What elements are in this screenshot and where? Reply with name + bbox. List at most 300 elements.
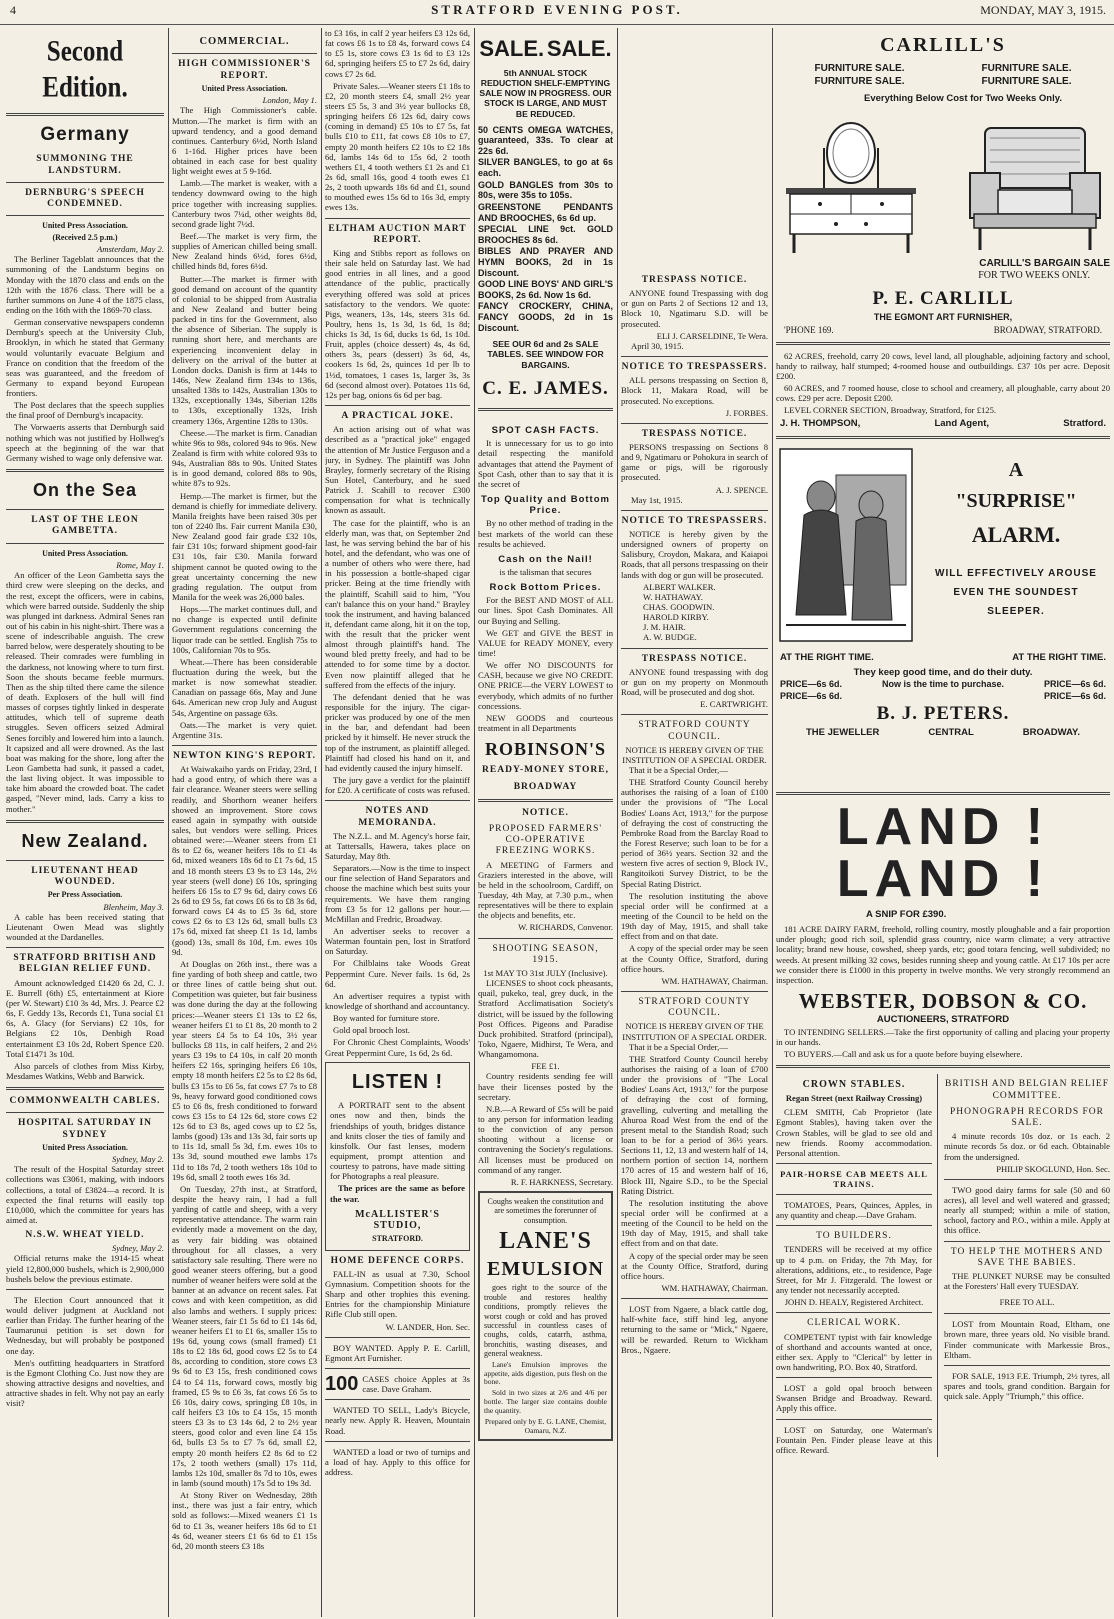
column-rule <box>168 28 169 1617</box>
divider <box>944 1241 1110 1242</box>
furniture-row <box>776 62 1110 76</box>
divider <box>325 1441 470 1442</box>
divider <box>776 1312 932 1313</box>
divider <box>478 799 613 802</box>
advert-text: NEW GOODS and courteous treatment in all Departments <box>478 712 613 734</box>
article-paragraph: An action arising out of what was described as a "practical joke" engaged the attention of Mr Justice Ferguson and a jury, in Sydney. The plaintiff was John Brayley, formerly secretary of the Rising Sun Hotel, Canterbury, and he sued Patrick J. Scahill to recover £300 compensation for what is technically known as assault. <box>325 424 470 516</box>
sale-tables: SEE OUR 6d and 2s SALE TABLES. SEE WINDOW FOR BARGAINS. <box>487 339 604 370</box>
peters-central: CENTRAL <box>928 726 974 738</box>
price-row <box>780 679 1106 690</box>
divider <box>6 215 164 216</box>
spot-cash-heading: SPOT CASH FACTS. <box>491 425 600 437</box>
crown-stables-heading: CROWN STABLES. <box>802 1079 906 1091</box>
article-paragraph: The Vorwaerts asserts that Dernburgh said nothing which was not justified by Hollweg's speech at the beginning of the war that Germany wished to wage only defensive war. <box>6 422 164 463</box>
license-fee: FEE £1. <box>531 1061 560 1072</box>
article-paragraph: Beef.—The market is very firm, the supplies of American chilled being small. New Zealand hinds 6½d, fores 6½d, chilled hinds 8d, fores 6½d. <box>172 231 317 272</box>
practical-joke-headline: A PRACTICAL JOKE. <box>341 411 454 422</box>
advert-text: 181 ACRE DAIRY FARM, freehold, rolling country, mostly ploughable and a fair proportion under plough; good rich soil, splendid grass country, nice warm climate; a very attractive locality; brand new house, cowshed, sheep yards, etc; good totara fencing, well subdivided; no weeds. At present milking 32 cows, besides running sheep and young cattle. At £17 10s per acre we consider there is £1000 in this property in twelve months. We very strongly recommend an inspection. <box>776 924 1110 985</box>
sale-heading: SALE. <box>479 36 545 61</box>
signature: PHILIP SKOGLUND, Hon. Sec. <box>996 1163 1110 1174</box>
dateline: Sydney, May 2. <box>111 1154 164 1165</box>
dateline: Blenheim, May 3. <box>103 901 164 912</box>
commissioner-headline: HIGH COMMISSIONER'S REPORT. <box>178 59 311 81</box>
press-credit: Per Press Association. <box>47 890 123 900</box>
furniture-sale-label: FURNITURE SALE. <box>981 62 1072 74</box>
column-rule <box>474 28 475 1617</box>
advert-text: Sold in two sizes at 2/6 and 4/6 per bottle. The larger size contains double the quantity. <box>484 1388 607 1415</box>
advert-text: TO BUYERS.—Call and ask us for a quote before buying elsewhere. <box>784 1049 1023 1060</box>
advert-text: For the BEST AND MOST of ALL our lines. Spot Cash Dominates. All our Buying and Selling. <box>478 595 613 626</box>
shooting-headline: SHOOTING SEASON, 1915. <box>492 943 599 965</box>
article-paragraph: Boy wanted for furniture store. <box>333 1013 440 1024</box>
divider <box>478 938 613 939</box>
column-rule <box>772 28 773 1617</box>
divider <box>325 800 470 801</box>
owner-name: CHAS. GOODWIN. <box>643 602 715 613</box>
dateline: London, May 1. <box>262 95 317 106</box>
builders-heading: TO BUILDERS. <box>816 1231 892 1242</box>
sale-item: GREENSTONE PENDANTS AND BROOCHES, 6s 6d up. <box>478 201 613 223</box>
article-paragraph: Lamb.—The market is weaker, with a tendency downward owing to the high price together with increasing supplies. Canterbury twos 7¼d, other weights 8d, second grade light 7½d. <box>172 178 317 229</box>
council-heading: STRATFORD COUNTY COUNCIL. <box>638 997 751 1019</box>
dressing-table-illustration <box>776 118 926 258</box>
agent-name: J. H. THOMPSON, <box>780 418 861 430</box>
advert-text: We offer NO DISCOUNTS for CASH, because we give NO CREDIT. ONE PRICE—the VERY LOWEST to everybody, which admits of no further concessions. <box>478 660 613 711</box>
right-time: AT THE RIGHT TIME. <box>1012 651 1106 663</box>
divider <box>6 1289 164 1290</box>
lower-adverts <box>776 1074 1110 1456</box>
peters-street: BROADWAY. <box>1022 726 1080 738</box>
advert-text: CLEM SMITH, Cab Proprietor (late Egmont Stables), having taken over the Crown Stables, will be glad to see old and new friends. Roomy accommodation. Personal attention. <box>776 1107 932 1158</box>
webster-name: WEBSTER, DOBSON & CO. <box>798 989 1088 1014</box>
surprise-alarm-advert <box>776 445 1110 650</box>
listen-heading: LISTEN ! <box>351 1070 444 1093</box>
trespass-heading: NOTICE TO TRESPASSERS. <box>621 515 768 526</box>
trespass-heading: TRESPASS NOTICE. <box>641 275 748 285</box>
divider <box>776 1065 1110 1068</box>
advert-text: LEVEL CORNER SECTION, Broadway, Stratford, for £125. <box>784 405 997 416</box>
advert-text: A MEETING of Farmers and Graziers interested in the above, will be held in the schoolroom, Cardiff, on Tuesday, 4th May, at 7.30 p.m., when representatives will be there to explain the objects and benefits, etc. <box>478 859 613 921</box>
advert-text: N.B.—A Reward of £5s will be paid to any person for information leading to the conviction of any person shooting without a license or contravening the Society's regulations. All licenses must be produced on command of any ranger. <box>478 1103 613 1175</box>
surprise-heading: "SURPRISE" <box>955 490 1077 513</box>
cases-number: 100 <box>325 1373 359 1396</box>
agent-title: Land Agent, <box>934 418 990 430</box>
dateline: Sydney, May 2. <box>111 1243 164 1254</box>
peters-trade: THE JEWELLER <box>806 726 880 738</box>
advert-slogan: Top Quality and Bottom Price. <box>481 493 610 517</box>
advert-text: FOR SALE, 1913 F.E. Triumph, 2½ tyres, all spares and tools, grand condition. Bargain for quick sale. Apply "Triumph," this office. <box>944 1370 1110 1402</box>
newton-king-headline: NEWTON KING'S REPORT. <box>172 750 317 761</box>
column-rule <box>321 28 322 1617</box>
relief-fund-headline: STRATFORD BRITISH AND BELGIAN RELIEF FUND. <box>13 953 157 975</box>
advert-text: The prices are the same as before the war. <box>330 1183 465 1204</box>
notice-date: May 1st, 1915. <box>631 494 683 505</box>
free-to-all: FREE TO ALL. <box>999 1297 1055 1308</box>
signature: W. RICHARDS, Convenor. <box>518 922 613 933</box>
phone: 'PHONE 169. <box>784 325 834 335</box>
divider <box>621 356 768 357</box>
notice-text: ANYONE found trespassing with dog or gun on my property on Monmouth Road, will be prosecuted and dog shot. <box>621 666 768 698</box>
studio-advert <box>325 1062 470 1251</box>
shooting-dates: 1st MAY TO 31st JULY (Inclusive). <box>483 968 608 979</box>
divider <box>621 510 768 511</box>
divider <box>6 947 164 948</box>
furniture-sale-label: FURNITURE SALE. <box>981 76 1072 88</box>
sale-subheading: 5th ANNUAL STOCK REDUCTION SHELF-EMPTYING SALE NOW IN PROGRESS. OUR STOCK IS LARGE, AND MUST BE REDUCED. <box>479 67 612 119</box>
furniture-sale-label: FURNITURE SALE. <box>814 76 905 88</box>
column-local <box>325 28 470 1617</box>
advert-text: FALL-IN as usual at 7.30, School Gymnasium. Competition shoots for the Sharp and other trophies this evening. Entries for the championship Miniature Rifle Club still open. <box>325 1268 470 1320</box>
divider <box>6 1087 164 1090</box>
price: PRICE—6s 6d. <box>780 690 843 701</box>
divider <box>6 469 164 472</box>
land-heading: LAND ! LAND ! <box>836 798 1050 908</box>
divider <box>776 792 1110 795</box>
sale-item: 50 CENTS OMEGA WATCHES, guaranteed, 33s. To clear at 22s 6d. <box>478 124 613 156</box>
signature: E. CARTWRIGHT. <box>700 699 768 710</box>
article-paragraph: The Election Court announced that it would deliver judgment at Auckland not earlier than Friday. The further hearing of the Taumarunui petition is set down for Wednesday, but will probably be postponed one day. <box>6 1294 164 1356</box>
page-number: 4 <box>10 3 16 17</box>
article-paragraph: Hemp.—The market is firmer, but the demand is chiefly for immediate delivery. Manila freights have been raised 30s per ton of 2240 lbs. Fair current Manila £30, New Zealand good fair grade £32 10s, fair £31 10s; forward shipment good-fair £31 10s, fair £30. Manila forward shipment cannot be quoted owing to the great uncertainty concerning the new grading regulation. The output from Manila for the week was 26,000 bales. <box>172 490 317 602</box>
lower-right-adverts <box>944 1074 1110 1456</box>
advert-text: WANTED TO SELL, Lady's Bicycle, nearly new. Apply R. Heaven, Mountain Road. <box>325 1405 470 1436</box>
paper-title: STRATFORD EVENING POST. <box>431 2 683 17</box>
advert-text: LOST from Mountain Road, Eltham, one brown mare, three years old. No visible brand. Finder communicate with Markessie Bros., Eltham. <box>944 1319 1110 1360</box>
article-paragraph: A cable has been received stating that Lieutenant Owen Mead was slightly wounded at the Dardanelles. <box>6 911 164 943</box>
divider <box>6 860 164 861</box>
article-paragraph: Separators.—Now is the time to inspect our fine selection of Hand Separators and choose the machine which best suits your requirements. We have them ranging from £3 5s for 12 gallons per hour.—McMillan and Fredric, Broadway. <box>325 863 470 924</box>
divider <box>621 423 768 424</box>
advert-text: A PORTRAIT sent to the absent ones now and then, binds the friendships of youth, bridges distance and knits closer the ties of family and kinsfolk. Our fast lenses, modern equipment, prompt attention and courtesy to patrons, have made sitting for Photographs a real pleasure. <box>330 1100 465 1182</box>
column-news-world <box>6 28 164 1617</box>
armchair-illustration <box>960 118 1110 258</box>
sale-heading: SALE. <box>546 36 612 61</box>
notice-text: THE Stratford County Council hereby authorises the raising of a loan of £100 under the provisions of "The Local Bodies' Loans Act, 1913," for the purpose of defraying the cost of constructing the Pembroke Road from the Barclay Road to the Forest Reserve; such loan to be for a period of 36½ years. Section 32 and the western five acres of section 9, Block IV., Rangitoikoti Survey District, to be the Special Rating District. <box>621 777 768 889</box>
dateline: Rome, May 1. <box>116 560 164 571</box>
advert-text: BOY WANTED. Apply P. E. Carlill, Egmont Art Furnisher. <box>325 1342 470 1363</box>
notice-date: April 30, 1915. <box>631 340 684 351</box>
signature: A. J. SPENCE. <box>715 484 768 495</box>
divider <box>478 408 613 411</box>
furniture-row <box>776 75 1110 89</box>
issue-date: MONDAY, MAY 3, 1915. <box>980 3 1106 17</box>
signature: WM. HATHAWAY, Chairman. <box>661 975 768 986</box>
below-cost-text: Everything Below Cost for Two Weeks Only. <box>864 93 1062 105</box>
notice-text: That it be a Special Order,— <box>629 765 728 776</box>
article-paragraph: The defendant denied that he was responsible for the injury. The cigar-pricker was produced by one of the men in the bar, and defendant had been pricked by it himself. He never struck the top of the instrument, as plaintiff alleged. Plaintiff had closed his hand on it, and had evidently caused the injury himself. <box>325 691 470 773</box>
wheat-headline: N.S.W. WHEAT YIELD. <box>25 1230 145 1241</box>
sale-item: SPECIAL LINE 9ct. GOLD BROOCHES 8s 6d. <box>478 224 613 245</box>
column-notices <box>621 270 768 1617</box>
article-paragraph: Also parcels of clothes from Miss Kirby, Mesdames Watkins, Webb and Barwick. <box>6 1060 164 1081</box>
divider <box>6 1112 164 1113</box>
council-heading: STRATFORD COUNTY COUNCIL. <box>638 720 751 742</box>
notice-heading: NOTICE. <box>522 807 569 818</box>
divider <box>621 1298 768 1299</box>
press-credit: United Press Association. <box>42 548 128 558</box>
sale-item: GOLD BANGLES from 30s to 80s, were 35s to 105s. <box>478 179 613 201</box>
owner-name: HAROLD KIRBY. <box>643 612 709 623</box>
furniture-sale-label: FURNITURE SALE. <box>814 62 905 74</box>
divider <box>776 1194 932 1195</box>
furniture-illustrations <box>776 108 1110 258</box>
trespass-heading: NOTICE TO TRESPASSERS. <box>621 362 768 373</box>
article-paragraph: German conservative newspapers condemn Dernburg's speech at the University Club, Brooklyn, in which he stated that Germany would voluntarily evacuate Belgium and France on condition that the freedom of the seas was guaranteed, and the freedom of Germany to expand beyond European frontiers. <box>6 317 164 399</box>
press-credit: United Press Association. <box>201 83 288 93</box>
commonwealth-headline: COMMONWEALTH CABLES. <box>9 1096 161 1107</box>
gambetta-headline: LAST OF THE LEON GAMBETTA. <box>31 515 139 537</box>
notice-text: That it be a Special Order,— <box>629 1041 728 1052</box>
snip: A SNIP FOR £390. <box>866 909 947 920</box>
robinson-store: READY-MONEY STORE, <box>482 765 609 776</box>
notice-text: THE Stratford County Council hereby authorises the raising of a loan of £700 under the provisions of "The Local Bodies' Loans Act, 1913," for the purpose of defraying the cost of forming, gravelling, culverting and metalling the Ahuroa Road West from the end of the present metal to the Standish Road; such loan to be for a period of 36½ years. Sections 11, 12, 13 and western half of 14, northern portion of section 14, northern 170 acres of 15 and western half of 16, Block III, Ngaire S.D., to be the Special Rating District. <box>621 1053 768 1196</box>
trespass-heading: TRESPASS NOTICE. <box>641 428 748 439</box>
article-paragraph: Hops.—The market continues dull, and no change is expected until definite Government regulations concerning the liquor trade can be settled. English 75s to 100s, Californian 70s to 95s. <box>172 604 317 655</box>
farmers-headline: PROPOSED FARMERS' CO-OPERATIVE FREEZING WORKS. <box>488 824 603 857</box>
received-time: (Received 2.5 p.m.) <box>52 232 118 242</box>
advert-text: 62 ACRES, freehold, carry 20 cows, level land, all ploughable, adjoining factory and school, handy to railway, half stumped; 4-roomed house and outbuildings. £37 10s per acre. Deposit £200. <box>776 350 1110 381</box>
right-time-row <box>780 652 1106 663</box>
alarm-text <box>922 445 1110 650</box>
sale-item: GOOD LINE BOYS' AND GIRL'S BOOKS, 2s 6d. Now 1s 6d. <box>478 279 613 300</box>
article-paragraph: The N.Z.L. and M. Agency's horse fair, at Tattersalls, Hawera, takes place on Saturday, May 8th. <box>325 830 470 861</box>
advert-text: WANTED a load or two of turnips and a load of hay. Apply to this office for address. <box>325 1446 470 1478</box>
signature: ELI J. CARSELDINE, Te Wera. <box>656 330 768 341</box>
lanes-heading: LANE'S <box>499 1228 592 1255</box>
edition-banner: Second Edition. <box>42 35 128 104</box>
masthead <box>0 0 1114 25</box>
two-weeks: FOR TWO WEEKS ONLY. <box>978 270 1090 282</box>
article-paragraph: For Chronic Chest Complaints, Woods' Great Peppermint Cure, 1s 6d, 2s 6d. <box>325 1037 470 1058</box>
column-adverts-b <box>776 28 1110 788</box>
hospital-headline: HOSPITAL SATURDAY IN SYDNEY <box>17 1118 153 1140</box>
divider <box>944 1313 1110 1314</box>
trespass-heading: TRESPASS NOTICE. <box>641 653 748 664</box>
germany-heading: Germany <box>40 124 130 145</box>
sale-item: BIBLES AND PRAYER AND HYMN BOOKS, 2d in 1s Discount. <box>478 246 613 278</box>
sale-item: SILVER BANGLES, to go at 6s each. <box>478 157 613 179</box>
advert-text: It is unnecessary for us to go into detail respecting the manifold advantages that attend the Payment of Spot Cash, other than to say that it is the secret of <box>478 438 613 489</box>
alarm-claim: WILL EFFECTIVELY AROUSE EVEN THE SOUNDEST SLEEPER. <box>935 567 1097 617</box>
notice-text: NOTICE is hereby given by the undersigned owners of property on Salisbury, Croydon, Makara, and Kaiapoi Roads, that all persons trespassing on their lands with dog or gun will be prosecuted. <box>621 529 768 580</box>
advert-text: Country residents sending fee will have their licenses posted by the secretary. <box>478 1071 613 1102</box>
article-paragraph: to £3 16s, in calf 2 year heifers £3 12s 6d, fat cows £6 1s to £8 4s, forward cows £4 to £5 1s, store cows £3 1s 6d to £3 12s 6d, springing heifers £5 to £7 2s 6d, dairy cows £7 2s 6d. <box>325 28 470 79</box>
press-credit: United Press Association. <box>42 221 128 231</box>
advert-text: TWO good dairy farms for sale (50 and 60 acres), all level and well watered and grassed; nearly all stumped; within a mile of station, school, factory and P.O., within a mile. Apply at this office. <box>944 1184 1110 1236</box>
carlill-name: P. E. CARLILL <box>872 287 1014 309</box>
address: BROADWAY, STRATFORD. <box>993 325 1102 335</box>
price: PRICE—6s 6d. <box>1043 690 1106 701</box>
auctioneers: AUCTIONEERS, STRATFORD <box>876 1013 1010 1025</box>
signature: JOHN D. HEALY, Registered Architect. <box>784 1297 924 1308</box>
advert-text: Lane's Emulsion improves the appetite, aids digestion, puts flesh on the bone. <box>484 1359 607 1387</box>
divider <box>6 113 164 116</box>
divider <box>172 745 317 746</box>
relief-committee-heading: BRITISH AND BELGIAN RELIEF COMMITTEE. <box>944 1079 1109 1101</box>
divider <box>325 1399 470 1400</box>
article-paragraph: Cheese.—The market is firm. Canadian white 96s to 98s, colored 94s to 96s. New Zealand is firm with white colored 93s to 94s, Australian 88s to 90s. United States is in good demand, colored 88s to 90s, white 87s to 92s. <box>172 427 317 489</box>
phonograph-heading: PHONOGRAPH RECORDS FOR SALE. <box>950 1106 1104 1129</box>
divider <box>6 509 164 510</box>
price: PRICE—6s 6d. <box>1043 679 1106 690</box>
owner-name: ALBERT WALKER. <box>643 581 716 592</box>
divider <box>944 1179 1110 1180</box>
article-paragraph: At Waiwakaiho yards on Friday, 23rd, I had a good entry, of which there was a fair clearance. Weaner steers were selling readily, and Shorthorn weaner heifers showed an improvement. Store cows eased again in sympathy with outside sales, but vendors were selling. Prices obtained were:—Weaner steers from £1 8s to £2 6s, weaner heifers 18s to £1 4s 6d, mixed weaners 18s 6d to £1 7s 6d, 15 and 18 month steers £3 9s to £3 14s, 2½ year steers (well done) £6 10s, springing heifers £6 15s to £7 9s 6d, dairy cows £6 2s 6d to £9 5s, fat cows £6 6s to £8 3s 6d, forward cows £4 4s to £5 3s 6d, store cows £2 6s to £3 12s 6d, small bulls £3 17s 6d, mixed fat sheep £1 1s 1d, lambs (good) 13s, small 8s 10d, f.m. ewes 10s 9d. <box>172 764 317 957</box>
article-paragraph: Butter.—The market is firmer with good demand on account of the quantity of colonial to be shipped from Australia and New Zealand and butter being packed in tins for the Government, also the absence of Siberian. The supply is running short here, and merchants are experiencing inconvenient delay in delivery on the arrival of the butter at London docks. Danish is firm at 144s to 146s, New Zealand firm 134s to 136s, unsalted 138s to 142s, Australian 130s to 132s, exceptionally 134s, Siberian 128s to 130s, exceptionally 132s, Irish creamery 136s, Argentine 128s to 130s. <box>172 273 317 426</box>
advert-text: 4 minute records 10s doz. or 1s each. 2 minute records 5s doz. or 6d each. Obtainable from the undersigned. <box>944 1131 1110 1162</box>
price: PRICE—6s 6d. <box>780 679 843 690</box>
lanes-emulsion-advert <box>478 1191 613 1441</box>
advert-text: LICENSES to shoot cock pheasants, quail, pukeko, teal, grey duck, in the Stratford Acclimatisation Society's district, will be issued by the following Post Offices. Pigeons and Paradise Duck prohibited. Stratford (principal), Toko, Ngaere, Midhirst, Te Wera, and Whangamomona. <box>478 978 613 1060</box>
peters-row <box>806 727 1080 738</box>
signature: J. FORBES. <box>725 407 768 418</box>
column-adverts-a <box>478 28 613 1617</box>
keep-time: They keep good time, and do their duty. <box>853 666 1033 678</box>
commercial-heading: COMMERCIAL. <box>199 36 290 47</box>
article-paragraph: The Post declares that the speech supplies the final proof of Dernburg's incapacity. <box>6 400 164 421</box>
divider <box>776 1163 932 1164</box>
james-name: C. E. JAMES. <box>482 377 609 399</box>
article-paragraph: Men's outfitting headquarters in Stratford is the Egmont Clothing Co. Just now they are showing attractive designs and novelties, and attractive shades in felt. Why not pay an early visit? <box>6 1357 164 1409</box>
divider <box>776 436 1110 439</box>
dateline: Amsterdam, May 2. <box>97 244 164 255</box>
agent-town: Stratford. <box>1063 418 1106 430</box>
article-paragraph: An advertiser requires a typist with knowledge of shorthand and accountancy. <box>325 990 470 1011</box>
robinson-place: BROADWAY <box>513 781 578 792</box>
studio-place: STRATFORD. <box>372 1234 423 1244</box>
lieutenant-headline: LIEUTENANT HEAD WOUNDED. <box>31 865 139 888</box>
signature: WM. HATHAWAY, Chairman. <box>661 1282 768 1293</box>
divider <box>621 648 768 649</box>
divider <box>6 543 164 544</box>
signature: R. F. HARKNESS, Secretary. <box>510 1176 613 1187</box>
bargain-sale: CARLILL'S BARGAIN SALE <box>979 258 1110 270</box>
divider <box>172 53 317 54</box>
divider <box>776 342 1110 345</box>
studio-name: McALLISTER'S STUDIO, <box>355 1208 440 1232</box>
advert-text: CASES choice Apples at 3s case. Dave Graham. <box>362 1374 470 1395</box>
advert-text: We GET and GIVE the BEST in VALUE for READY MONEY, every time! <box>478 627 613 659</box>
advert-slogan: Rock Bottom Prices. <box>489 582 602 594</box>
notice-text: ALL persons trespassing on Section 8, Block 11, Makara Road, will be prosecuted. No exceptions. <box>621 375 768 406</box>
dernburg-headline: DERNBURG'S SPEECH CONDEMNED. <box>25 187 145 210</box>
notice-text: ANYONE found Trespassing with dog or gun on Parts 2 of Sections 12 and 13, Block 10, Ngatimaru S.D. will be prosecuted. <box>621 288 768 329</box>
owner-name: W. HATHAWAY. <box>643 591 703 602</box>
advert-text: THE PLUNKET NURSE may be consulted at the Foresters' Hall every TUESDAY. <box>944 1270 1110 1292</box>
owner-names <box>621 582 768 643</box>
divider <box>325 218 470 219</box>
divider <box>325 1368 470 1369</box>
divider <box>6 182 164 183</box>
surprise-a: A <box>1008 458 1024 481</box>
lower-left-adverts <box>776 1074 938 1456</box>
notice-text: PERSONS trespassing on Sections 8 and 9, Ngatimaru or Pohokura in search of game or pigs, will be rigorously prosecuted. <box>621 442 768 483</box>
article-paragraph: Gold opal brooch lost. <box>333 1025 410 1036</box>
eltham-headline: ELTHAM AUCTION MART REPORT. <box>328 223 467 245</box>
advert-text: Coughs weaken the constitution and are sometimes the forerunner of consumption. <box>487 1196 604 1225</box>
article-paragraph: The jury gave a verdict for the plaintiff for £20. A certificate of costs was refused. <box>325 775 470 796</box>
egmont-line: THE EGMONT ART FURNISHER, <box>873 312 1013 323</box>
advert-slogan: Cash on the Nail! <box>498 553 593 565</box>
advert-text: TO INTENDING SELLERS.—Take the first opportunity of calling and placing your property in our hands. <box>776 1027 1110 1048</box>
divider <box>944 1365 1110 1366</box>
article-paragraph: An officer of the Leon Gambetta says the third crew were sleeping on the decks, and the rest, except the officers, were in cabins, which were barred outside. Suddenly the ship was plunged int darkness. Admiral Senes ran out of his cabin in his night-shirt. There was a scene of indescribable anguish. The crew barred below, were desperately shouting to be released. Their comrades were fumbling in the darkness, not knowing where to turn first. Soon the shouts became feeble murmurs. Then as the ship tilted there came the silence of death. Explosers of the hull will find masses of corpses tightly linked in desperate attitudes, which tell of supreme death struggles. Seven officers seized Admiral Senes forcibly and lowered him into a launch. It capsized and all were drowned. As the last boat was making for the shore, long after the Leon Gambetta had sunk, it passed a cadet, the last living object. It was impossible to take him aboard the crowded boat. The cadet gasped, "Never mind, lads. Carry a kiss to mother." <box>6 570 164 814</box>
purchase-now: Now is the time to purchase. <box>881 679 1005 690</box>
advert-text: TOMATOES, Pears, Quinces, Apples, in any quantity and cheap.—Dave Graham. <box>776 1199 932 1221</box>
sale-banner <box>478 36 613 62</box>
carlill-heading: CARLILL'S <box>880 34 1006 56</box>
column-adverts-c <box>776 792 1110 1617</box>
notice-text: The resolution instituting the above special order will be confirmed at a meeting of the Council to be held on the 19th day of May, 1915, and shall take effect from and on that date. <box>621 1197 768 1249</box>
advert-text: LOST on Saturday, one Waterman's Fountain Pen. Finder please leave at this office. Reward. <box>776 1424 932 1455</box>
article-paragraph: Official returns make the 1914-15 wheat yield 12,800,000 bushels, which is 2,900,000 bushels below the previous estimate. <box>6 1253 164 1284</box>
notice-text: A copy of the special order may be seen at the County Office, Stratford, during office hours. <box>621 1250 768 1281</box>
notice-text: A copy of the special order may be seen at the County Office, Stratford, during office hours. <box>621 943 768 974</box>
advert-text: LOST a gold opal brooch between Swansen Bridge and Broadway. Reward. Apply this office. <box>776 1383 932 1414</box>
on-the-sea-heading: On the Sea <box>32 480 138 501</box>
divider <box>776 1377 932 1378</box>
column-rule <box>617 28 618 1617</box>
divider <box>621 991 768 992</box>
alarm-heading: ALARM. <box>971 521 1061 547</box>
price-row <box>780 691 1106 702</box>
peters-name: B. J. PETERS. <box>876 703 1010 725</box>
notice-text: The resolution instituting the above special order will be confirmed at a meeting of the Council to be held on the 19th day of May, 1915, and shall take effect from and on that date. <box>621 890 768 942</box>
sale-items <box>478 125 613 334</box>
advert-text: TENDERS will be received at my office up to 4 p.m. on Friday, the 7th May, for alterations, additions, etc., to residence, Page Street, for Mr J. Fitzgerald. The lowest or any tender not necessarily accepted. <box>776 1244 932 1296</box>
advert-text: goes right to the source of the trouble and restores healthy conditions, promptly relieves the worst cough or cold and has proved successful in countless cases of coughs, colds, catarrh, asthma, bronchitis, wasting diseases, and general weakness. <box>484 1283 607 1359</box>
article-paragraph: The Berliner Tageblatt announces that the summoning of the Landsturm begins on Monday with the 1870 class and ends on the 12th with the 1876 class. There will be a further summons on June 4 of the 1875 class, ending on the 16th with the 1869-70 class. <box>6 254 164 315</box>
owner-name: A. W. BUDGE. <box>643 632 697 643</box>
advert-text: By no other method of trading in the best markets of the world can these results be achieved. <box>478 518 613 549</box>
article-paragraph: The result of the Hospital Saturday street collections was £3061, making, with indoors collections, a total of £3824—a record. It is expected the final returns will easily top £10,000, which the committee for years has aimed at. <box>6 1164 164 1225</box>
article-paragraph: The case for the plaintiff, who is an elderly man, was that, on September 2nd last, he was serving behind the bar of his hotel, and the defendant, who was one of a number of others who were there, had in his possession a bottle-shaped cigar pricker. Being at the time friendly with the plaintiff, Scahill said to him, "You can't balance this on your hand." Brayley took the instrument, and having balanced it, defendant came along, hit it on the top, with the result that the pricker went almost through plaintiff's hand. The wound bled pretty freely, and had to be attended to for some time by a doctor. Even now plaintiff alleged that he suffered from the effects of the injury. <box>325 517 470 690</box>
divider <box>325 405 470 406</box>
thompson-row <box>780 418 1106 429</box>
press-credit: United Press Association. <box>42 1142 128 1152</box>
landsturm-headline: SUMMONING THE LANDSTURM. <box>36 154 134 176</box>
divider <box>325 1337 470 1338</box>
article-paragraph: At Stony River on Wednesday, 28th inst., there was just a fair entry, which sold as follows:—Mixed weaners £1 1s 6d to £1 3s, weaner heifers 18s 6d to £1 4s 6d, weaner steers £1 6s 6d to £1 15s 6d, 20 month steers £3 18s <box>172 1490 317 1551</box>
notice-text: LOST from Ngaere, a black cattle dog, half-white face, stiff hind leg, anyone returning to the same or "Mick," Ngaere, will be rewarded. Return to Wickham Bros., Ngaere. <box>621 1304 768 1355</box>
article-paragraph: King and Stibbs report as follows on their sale held on Saturday last. We had good entries in all lines, and a good attendance of the public, practically everything offered was sold at prices satisfactory to the vendors. We quote: Pigs, weaners, 13s, 14s, steers 31s 6d. Poultry, hens 1s, 1s 3d, 1s 6d, 1s 8d; chicks 1s 3d, 1s 6d, ducks 1s 6d, 1s 10d. Fruit, apples (choice dessert) 4s, 4s 6d, others 3s, pears (dessert) 3s 6d, 4s, cookers 1s 6d, 2s, quinces 1d per lb to 1½d, tomatoes, 1 cases 1s, larger 3s, 3s 6d (second almost over). Potatoes 11s 6d, 12s per bag, onions 6s 6d per bag. <box>325 247 470 400</box>
article-paragraph: Private Sales.—Weaner steers £1 18s to £2, 20 month steers £4, small 2½ year steers £5 5s, 3 and 3½ year bullocks £8, springing heifers £6 12s 6d, dairy cows (coming in demand) £5 10s to £7 5s, fat bulls £10 to £11, fat cows £8 10s to £7, empty 20 month heifers £2 10s to £2 18s 6d, lambs 14s 6d to 15s 6d, 2 tooth wethers £1, 4 tooth wethers £1 2s and £1 2s 6d, small 16s, good 4 tooth ewes £1 2s, 2 tooth upwards 18s 6d and £1, sound to mouthed ewes 15s 6d to 16s 3d, empty ewes 13s. <box>325 80 470 213</box>
advert-text: COMPETENT typist with fair knowledge of shorthand and accounts wanted at once, either sex. Apply to "Clerical" by letter in own handwriting, P.O. Box 40, Stratford. <box>776 1331 932 1372</box>
new-zealand-heading: New Zealand. <box>21 830 149 851</box>
article-paragraph: The High Commissioner's cable. Mutton.—The market is firm with an upward tendency, and a good demand continues. Canterbury 6½d, North Island 6 1-16d. Higher prices have been obtained in each case for best quality light weight ewes at 5 9-16d. <box>172 105 317 177</box>
mothers-heading: TO HELP THE MOTHERS AND SAVE THE BABIES. <box>950 1246 1104 1268</box>
article-paragraph: For Chilblains take Woods Great Peppermint Cure. Never fails. 1s 6d, 2s 6d. <box>325 958 470 989</box>
pair-horse-cab: PAIR-HORSE CAB MEETS ALL TRAINS. <box>780 1168 928 1189</box>
article-paragraph: Oats.—The market is very quiet. Argentine 31s. <box>172 719 317 740</box>
article-paragraph: An advertiser seeks to recover a Waterman fountain pen, lost in Stratford on Saturday. <box>325 925 470 957</box>
sale-item: FANCY CROCKERY, CHINA, FANCY GOODS, 2d in 1s Discount. <box>478 301 613 333</box>
contact-row <box>784 325 1102 336</box>
article-paragraph: Amount acknowledged £1420 6s 2d, C. J. E. Burrell (6th) £5, entertainment at Kiore (per W. Stewart) £10 3s 4d, Mrs. J. Pearce £2 6s, F. Geddy 13s, Records £1, Tuna social £1 6s, A. Glacy (for Servians) £2 10s, for Belgians £2 10s, Denbigh Road entertainment £3 10s 2d, Robert Spence £20. Total £1471 3s 10d. <box>6 977 164 1059</box>
defence-headline: HOME DEFENCE CORPS. <box>330 1255 465 1266</box>
maker: Prepared only by E. G. LANE, Chemist, Oamaru, N.Z. <box>484 1416 607 1435</box>
advert-text: 60 ACRES, and 7 roomed house, close to school and creamery, all ploughable, carry about 20 cows. £29 per acre. Deposit £200. <box>776 383 1110 404</box>
council-subheading: NOTICE IS HEREBY GIVEN OF THE INSTITUTION OF A SPECIAL ORDER. <box>622 744 767 765</box>
advert-text: is the talisman that secures <box>499 567 592 577</box>
clerical-heading: CLERICAL WORK. <box>807 1318 901 1329</box>
article-paragraph: Wheat.—There has been considerable fluctuation during the week, but the market is now somewhat steadier. Canadian on passage 66s, May and June 64s. American new crop July and August 54s, Argentine on passage 63s. <box>172 656 317 718</box>
right-time: AT THE RIGHT TIME. <box>780 651 874 663</box>
crown-stables-address: Regan Street (next Railway Crossing) <box>785 1093 923 1104</box>
robinson-name: ROBINSON'S <box>484 739 607 760</box>
divider <box>6 820 164 823</box>
alarm-illustration <box>776 445 916 645</box>
